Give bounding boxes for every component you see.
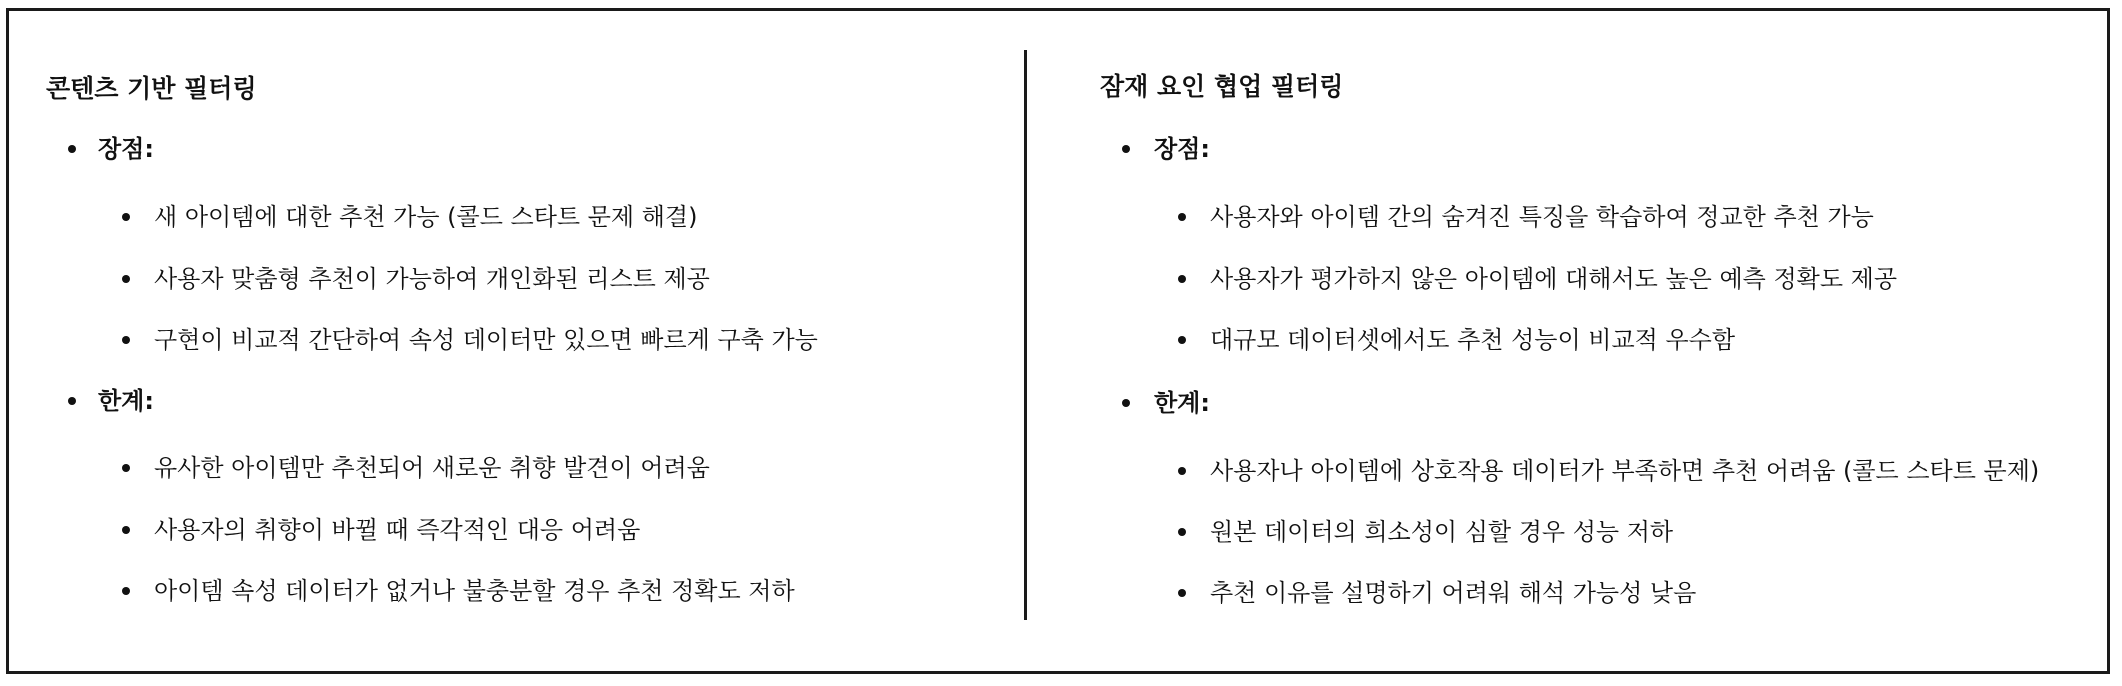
bullet-icon [1122,145,1130,153]
bullet-icon [1178,275,1186,283]
right-pros-item: 사용자가 평가하지 않은 아이템에 대해서도 높은 예측 정확도 제공 [1210,265,1897,293]
right-title: 잠재 요인 협업 필터링 [1100,72,1344,101]
bullet-icon [1178,336,1186,344]
left-cons-item: 유사한 아이템만 추천되어 새로운 취향 발견이 어려움 [154,454,710,482]
left-cons-item: 사용자의 취향이 바뀔 때 즉각적인 대응 어려움 [154,516,641,544]
left-pros-item: 구현이 비교적 간단하여 속성 데이터만 있으면 빠르게 구축 가능 [154,326,818,354]
left-pros-item: 사용자 맞춤형 추천이 가능하여 개인화된 리스트 제공 [154,265,710,293]
right-cons-item: 사용자나 아이템에 상호작용 데이터가 부족하면 추천 어려움 (콜드 스타트 문제) [1210,457,2040,485]
bullet-icon [1178,589,1186,597]
bullet-icon [68,145,76,153]
bullet-icon [122,464,130,472]
bullet-icon [1178,467,1186,475]
bullet-icon [122,336,130,344]
right-cons-label: 한계: [1154,389,1210,417]
right-pros-item: 대규모 데이터셋에서도 추천 성능이 비교적 우수함 [1210,326,1736,354]
left-pros-label: 장점: [98,135,154,163]
bullet-icon [122,275,130,283]
bullet-icon [122,526,130,534]
bullet-icon [1178,213,1186,221]
right-cons-item: 원본 데이터의 희소성이 심할 경우 성능 저하 [1210,518,1674,546]
left-cons-item: 아이템 속성 데이터가 없거나 불충분할 경우 추천 정확도 저하 [154,577,795,605]
bullet-icon [68,397,76,405]
right-pros-item: 사용자와 아이템 간의 숨겨진 특징을 학습하여 정교한 추천 가능 [1210,203,1874,231]
left-title: 콘텐츠 기반 필터링 [46,74,257,103]
column-divider [1024,50,1027,620]
bullet-icon [1178,528,1186,536]
left-cons-label: 한계: [98,387,154,415]
bullet-icon [1122,399,1130,407]
right-pros-label: 장점: [1154,135,1210,163]
bullet-icon [122,587,130,595]
right-cons-item: 추천 이유를 설명하기 어려워 해석 가능성 낮음 [1210,579,1697,607]
left-pros-item: 새 아이템에 대한 추천 가능 (콜드 스타트 문제 해결) [154,203,698,231]
bullet-icon [122,213,130,221]
